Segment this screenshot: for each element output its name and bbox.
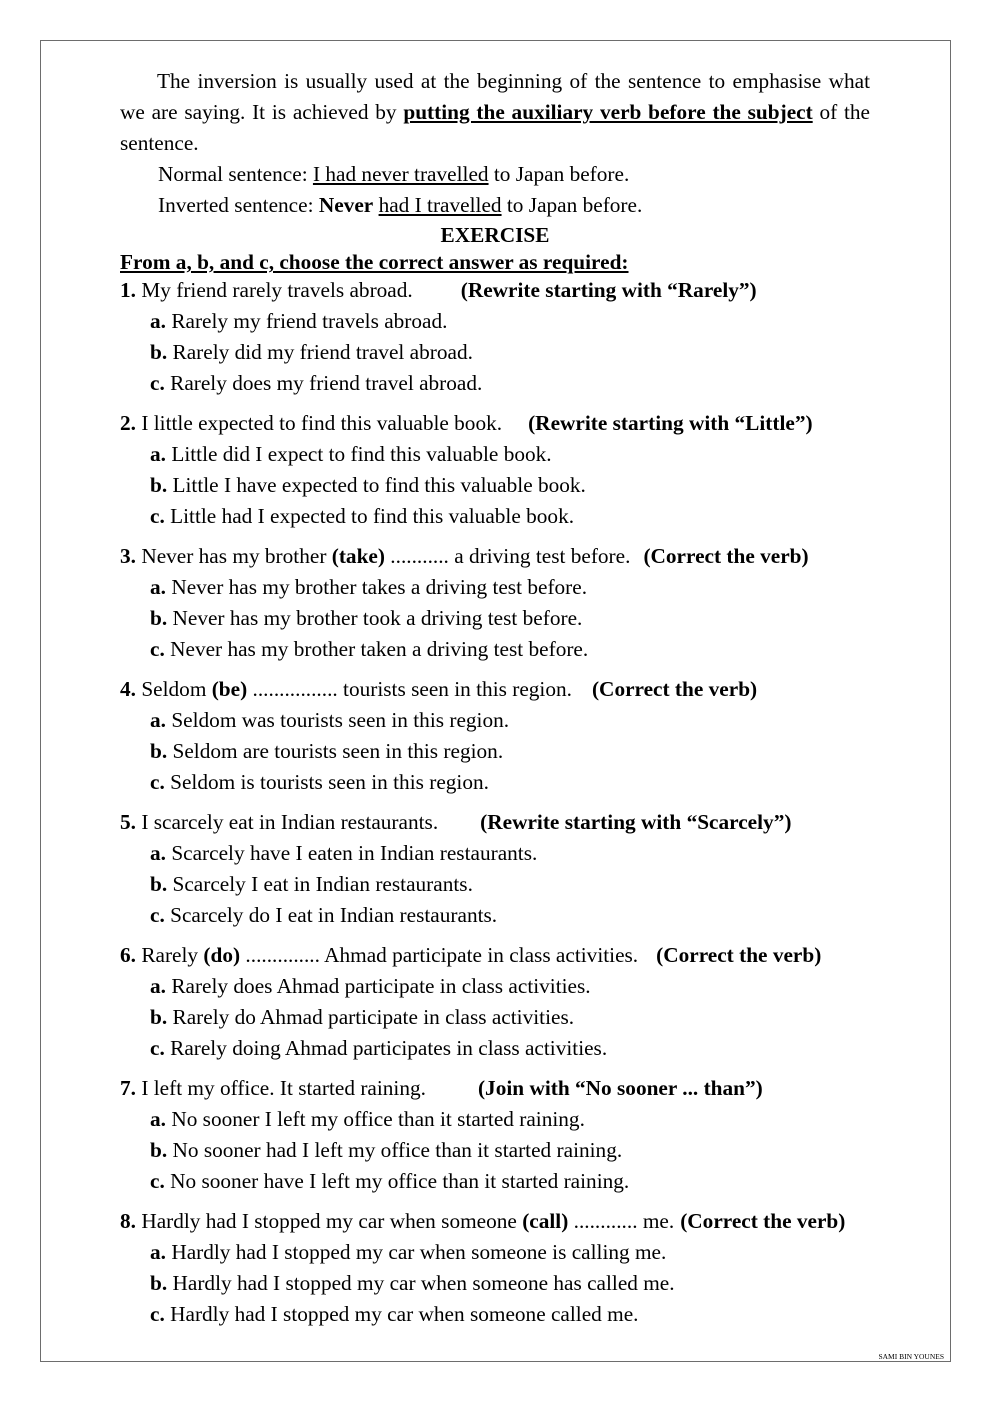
normal-sentence-example <box>120 159 870 190</box>
option-letter: a. <box>150 575 166 599</box>
option-letter: a. <box>150 974 166 998</box>
option-text: Scarcely I eat in Indian restaurants. <box>172 872 473 896</box>
option-letter: a. <box>150 1107 166 1131</box>
answer-option[interactable] <box>120 439 870 470</box>
answer-option[interactable] <box>120 1002 870 1033</box>
option-text: Rarely do Ahmad participate in class activities. <box>172 1005 575 1029</box>
option-letter: a. <box>150 1240 166 1264</box>
intro-emphasis: putting the auxiliary verb before the subject <box>403 100 813 124</box>
question-stem <box>120 940 870 971</box>
option-letter: c. <box>150 903 165 927</box>
question-verb: (call) <box>522 1209 569 1233</box>
option-letter: b. <box>150 473 168 497</box>
question-text: I scarcely eat in Indian restaurants. <box>141 810 439 834</box>
question-block <box>120 408 870 532</box>
question-requirement: (Correct the verb) <box>591 677 758 701</box>
option-letter: c. <box>150 637 165 661</box>
question-requirement: (Correct the verb) <box>643 544 809 568</box>
question-block <box>120 674 870 798</box>
option-letter: c. <box>150 1036 165 1060</box>
question-number: 4. <box>120 677 136 701</box>
answer-option[interactable] <box>120 1299 870 1330</box>
answer-option[interactable] <box>120 572 870 603</box>
option-letter: a. <box>150 841 166 865</box>
option-letter: b. <box>150 1138 168 1162</box>
question-number: 7. <box>120 1076 136 1100</box>
option-text: Scarcely do I eat in Indian restaurants. <box>170 903 498 927</box>
option-letter: c. <box>150 1302 165 1326</box>
normal-label: Normal sentence: <box>158 162 313 186</box>
answer-option[interactable] <box>120 634 870 665</box>
question-text-rest: ........... a driving test before. <box>384 544 631 568</box>
question-text: Seldom <box>141 677 212 701</box>
option-text: Hardly had I stopped my car when someone has called me. <box>172 1271 675 1295</box>
question-text-rest: .............. Ahmad participate in class activities. <box>240 943 639 967</box>
inverted-underlined: had I travelled <box>378 193 502 217</box>
question-text: I little expected to find this valuable book. <box>141 411 503 435</box>
intro-paragraph <box>120 66 870 159</box>
inverted-rest: to Japan before. <box>501 193 643 217</box>
answer-option[interactable] <box>120 306 870 337</box>
option-text: Rarely my friend travels abroad. <box>171 309 448 333</box>
document-content <box>120 66 870 1339</box>
normal-rest: to Japan before. <box>488 162 630 186</box>
question-requirement: (Correct the verb) <box>656 943 822 967</box>
option-letter: b. <box>150 872 168 896</box>
answer-option[interactable] <box>120 1135 870 1166</box>
question-number: 5. <box>120 810 136 834</box>
question-stem <box>120 674 870 705</box>
question-number: 3. <box>120 544 136 568</box>
option-text: Little did I expect to find this valuable book. <box>171 442 552 466</box>
option-letter: c. <box>150 770 165 794</box>
question-text: My friend rarely travels abroad. <box>141 278 413 302</box>
question-stem <box>120 1206 870 1237</box>
answer-option[interactable] <box>120 1033 870 1064</box>
question-number: 2. <box>120 411 136 435</box>
question-block <box>120 275 870 399</box>
option-letter: c. <box>150 504 165 528</box>
answer-option[interactable] <box>120 1166 870 1197</box>
answer-option[interactable] <box>120 1268 870 1299</box>
answer-option[interactable] <box>120 736 870 767</box>
answer-option[interactable] <box>120 337 870 368</box>
option-text: Rarely does my friend travel abroad. <box>170 371 483 395</box>
answer-option[interactable] <box>120 470 870 501</box>
author-footer: SAMI BIN YOUNES <box>878 1352 944 1361</box>
question-text: Hardly had I stopped my car when someone <box>141 1209 523 1233</box>
question-block <box>120 541 870 665</box>
option-text: Rarely doing Ahmad participates in class activities. <box>170 1036 608 1060</box>
option-text: No sooner I left my office than it started raining. <box>171 1107 585 1131</box>
answer-option[interactable] <box>120 869 870 900</box>
option-text: Little had I expected to find this valuable book. <box>170 504 575 528</box>
option-text: No sooner have I left my office than it started raining. <box>170 1169 630 1193</box>
option-text: Seldom was tourists seen in this region. <box>171 708 510 732</box>
option-text: Seldom are tourists seen in this region. <box>172 739 504 763</box>
question-requirement: (Rewrite starting with “Rarely”) <box>460 278 757 302</box>
question-verb: (take) <box>331 544 385 568</box>
option-text: Rarely does Ahmad participate in class activities. <box>171 974 591 998</box>
option-letter: b. <box>150 1005 168 1029</box>
answer-option[interactable] <box>120 1104 870 1135</box>
option-text: No sooner had I left my office than it started raining. <box>172 1138 623 1162</box>
answer-option[interactable] <box>120 767 870 798</box>
question-text: I left my office. It started raining. <box>141 1076 426 1100</box>
option-letter: a. <box>150 309 166 333</box>
question-stem <box>120 541 870 572</box>
question-verb: (do) <box>203 943 241 967</box>
option-letter: c. <box>150 1169 165 1193</box>
question-text: Rarely <box>141 943 204 967</box>
inverted-sentence-example <box>120 190 870 221</box>
option-text: Scarcely have I eaten in Indian restaurants. <box>171 841 538 865</box>
option-letter: b. <box>150 1271 168 1295</box>
question-verb: (be) <box>211 677 248 701</box>
option-letter: a. <box>150 442 166 466</box>
question-text-rest: ................ tourists seen in this region. <box>247 677 572 701</box>
answer-option[interactable] <box>120 368 870 399</box>
question-stem <box>120 1073 870 1104</box>
option-text: Hardly had I stopped my car when someone is calling me. <box>171 1240 667 1264</box>
question-stem <box>120 807 870 838</box>
normal-underlined: I had never travelled <box>312 162 489 186</box>
answer-option[interactable] <box>120 1237 870 1268</box>
answer-option[interactable] <box>120 603 870 634</box>
option-text: Hardly had I stopped my car when someone called me. <box>170 1302 639 1326</box>
answer-option[interactable] <box>120 900 870 931</box>
question-stem <box>120 408 870 439</box>
option-text: Seldom is tourists seen in this region. <box>170 770 489 794</box>
answer-option[interactable] <box>120 705 870 736</box>
question-requirement: (Rewrite starting with “Scarcely”) <box>480 810 792 834</box>
question-number: 6. <box>120 943 136 967</box>
exercise-instruction: From a, b, and c, choose the correct answer as required: <box>120 250 629 274</box>
option-text: Little I have expected to find this valuable book. <box>172 473 586 497</box>
option-text: Rarely did my friend travel abroad. <box>172 340 473 364</box>
question-block <box>120 1206 870 1330</box>
answer-option[interactable] <box>120 838 870 869</box>
question-text-rest: ............ me. <box>568 1209 675 1233</box>
option-text: Never has my brother takes a driving test before. <box>171 575 588 599</box>
inverted-bold: Never <box>318 193 374 217</box>
inverted-label: Inverted sentence: <box>158 193 319 217</box>
option-text: Never has my brother took a driving test before. <box>172 606 583 630</box>
question-block <box>120 940 870 1064</box>
question-requirement: (Rewrite starting with “Little”) <box>528 411 813 435</box>
question-stem <box>120 275 870 306</box>
question-number: 1. <box>120 278 136 302</box>
question-requirement: (Join with “No sooner ... than”) <box>477 1076 763 1100</box>
option-letter: b. <box>150 606 168 630</box>
answer-option[interactable] <box>120 971 870 1002</box>
question-number: 8. <box>120 1209 136 1233</box>
question-text: Never has my brother <box>141 544 332 568</box>
option-letter: b. <box>150 340 168 364</box>
exercise-heading: EXERCISE <box>440 223 550 247</box>
intro-end: of the sentence. <box>120 100 870 155</box>
option-letter: b. <box>150 739 168 763</box>
intro-text: The inversion is usually used at the beginning of the sentence to emphasise what we are saying. It is achieved by <box>120 69 870 124</box>
answer-option[interactable] <box>120 501 870 532</box>
option-text: Never has my brother taken a driving test before. <box>170 637 589 661</box>
option-letter: c. <box>150 371 165 395</box>
question-requirement: (Correct the verb) <box>680 1209 846 1233</box>
question-block <box>120 1073 870 1197</box>
option-letter: a. <box>150 708 166 732</box>
question-block <box>120 807 870 931</box>
question-list <box>120 275 870 1330</box>
